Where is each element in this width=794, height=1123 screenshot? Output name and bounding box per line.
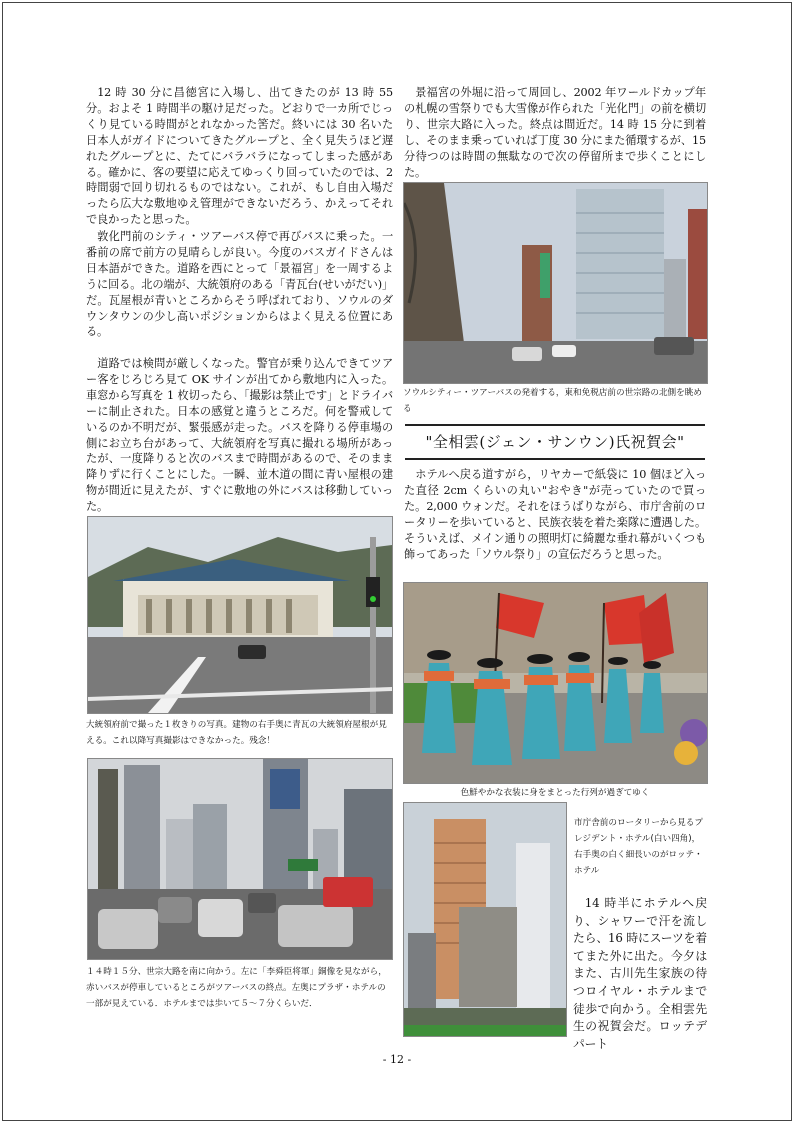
photo-presidential-office — [87, 516, 393, 714]
section-heading-celebration: "全相雲(ジェン・サンウン)氏祝賀会" — [405, 424, 705, 460]
page-number: - 12 - — [382, 1053, 412, 1066]
photo-traditional-parade — [403, 582, 708, 784]
photo-caption-president-hotel: 市庁舎前のロータリーから見るプレジデント・ホテル(白い四角)，右手奥の白く細長いのがロッテ・ホテル — [574, 818, 703, 876]
left-paragraph-1: 12 時 30 分に昌徳宮に入場し、出てきたのが 13 時 55 分。およそ 1 時間半の駆け足だった。どおりで一カ所でじっくり見ている時間がとれなかった筈だ。終いには 30 名いた日本人がガイドについてきたグループと、全く見失うほど遅れたグループとに、たてにバラバラになってしまった感がある。確かに、客の要望に応えてゆっくり回っていたのでは、2 時間弱で回り切れるものではない。これが、もし自由入場だったら広大な敷地ゆえ管理ができないだろう、かえってそれで良かったと思った。 — [86, 86, 393, 227]
right-paragraph-2: ホテルへ戻る道すがら，リヤカーで紙袋に 10 個ほど入った直径 2cm くらいの丸い"おやき"が売っていたので買った。2,000 ウォンだ。それをほうばりながら、市庁舎前のロータリーを歩いていると、民族衣装を着た楽隊に遭遇した。そういえば、メイン通りの照明灯に綺麗な垂れ幕がいくつも飾ってあった「ソウル祭り」の宣伝だろうと思った。 — [404, 468, 706, 561]
right-paragraph-1: 景福宮の外堀に沿って周回し、2002 年ワールドカップ年の札幌の雪祭りでも大雪像が作られた「光化門」の前を横切り、世宗大路に入った。終点は間近だ。14 時 15 分に到着し、そのまま乗っていれば丁度 30 分にまた循環するが、15 分待つのは時間の無駄なので次の停留所まで歩くことにした。 — [404, 86, 706, 179]
photo-sejong-road-south — [87, 758, 393, 960]
photo-caption-presidential-office: 大統領府前で撮った１枚きりの写真。建物の右手奥に青瓦の大統領府屋根が見える。これ以降写真撮影はできなかった。残念！ — [86, 720, 387, 746]
photo-caption-tourbus-terminal: ソウルシティー・ツアーバスの発着する，東和免税店前の世宗路の北側を眺める — [403, 388, 702, 414]
photo-president-hotel — [403, 802, 567, 1037]
photo-caption-parade: 色鮮やかな衣装に身をまとった行列が過ぎてゆく — [460, 788, 650, 798]
left-paragraph-3: 道路では検問が厳しくなった。警官が乗り込んできてツアー客をじろじろ見て OK サインが出てから敷地内に入った。車窓から写真を 1 枚切ったら、「撮影は禁止です」とドライバーに制止された。日本の感覚と違うところだ。何を警戒しているのか不明だが、緊張感が走った。バスを降りる停車場の側にお立ち台があって、大統領府を写真に撮れる場所があったが、一度降りると次のバスまで時間があるので、そのまま降りずに行くことにした。一瞬、並木道の間に青い屋根の建物が間近に見えたが、すぐに敷地の外にバスは移動していった。 — [86, 357, 393, 514]
right-paragraph-3: 14 時半にホテルへ戻り、シャワーで汗を流したら、16 時にスーツを着てまた外に出た。今夕はまた、古川先生家族の待つロイヤル・ホテルまで徒歩で向かう。全相雲先生の祝賀会だ。ロッテデパート — [573, 896, 707, 1051]
photo-tourbus-terminal-north — [403, 182, 708, 384]
left-paragraph-2: 敦化門前のシティ・ツアーバス停で再びバスに乗った。一番前の席で前方の見晴らしが良い。今度のバスガイドさんは日本語ができた。道路を西にとって「景福宮」を一周するように回る。北の端が、大統領府のある「青瓦台(せいがだい)」だ。瓦屋根が青いところからそう呼ばれており、ソウルのダウンタウンの少し高いポジションからはよく見える位置にある。 — [86, 230, 393, 339]
photo-caption-sejong-road: １４時１５分、世宗大路を南に向かう。左に「李舜臣将軍」銅像を見ながら，赤いバスが停車しているところがツアーバスの終点。左奥にプラザ・ホテルの一部が見えている．ホテルまでは歩いて５〜７分くらいだ． — [86, 967, 387, 1009]
